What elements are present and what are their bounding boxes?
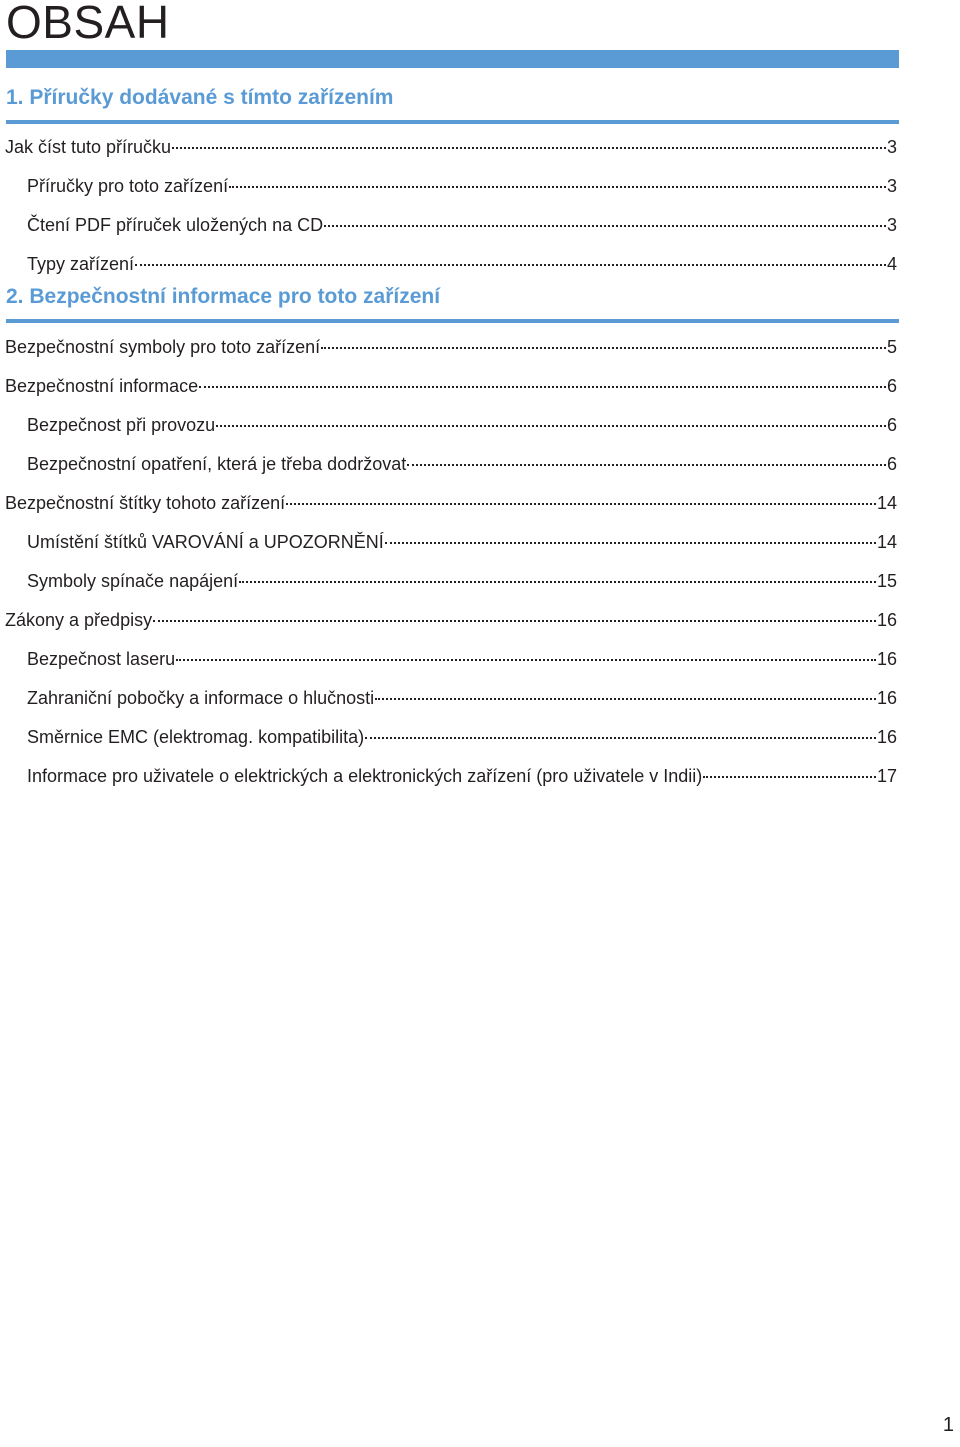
toc-entry-label: Směrnice EMC (elektromag. kompatibilita): [27, 727, 365, 747]
toc-entry-label: Typy zařízení: [27, 254, 135, 274]
dot-leader: [216, 425, 886, 427]
dot-leader: [286, 503, 876, 505]
toc-entry-page-number: 3: [886, 176, 897, 196]
toc-entry[interactable]: [27, 725, 897, 749]
dot-leader: [385, 542, 876, 544]
toc-entry-page-number: 16: [876, 649, 897, 669]
toc-entry-label: Informace pro uživatele o elektrických a elektronických zařízení (pro uživatele v Indii): [27, 766, 703, 786]
toc-entry[interactable]: [27, 213, 897, 237]
toc-entry-label: Bezpečnostní informace: [5, 376, 199, 396]
dot-leader: [135, 264, 886, 266]
dot-leader: [321, 347, 886, 349]
chapter-title: 2. Bezpečnostní informace pro toto zařízení: [6, 285, 441, 308]
dot-leader: [172, 147, 886, 149]
dot-leader: [229, 186, 886, 188]
page-number: 1: [942, 1414, 954, 1436]
dot-leader: [375, 698, 876, 700]
toc-entry-page-number: 17: [876, 766, 897, 786]
toc-entry-label: Zahraniční pobočky a informace o hlučnosti: [27, 688, 375, 708]
toc-entry[interactable]: [27, 647, 897, 671]
toc-entry[interactable]: [5, 135, 897, 159]
toc-entry[interactable]: [5, 335, 897, 359]
chapter-rule: [6, 319, 899, 323]
toc-entry-label: Umístění štítků VAROVÁNÍ a UPOZORNĚNÍ: [27, 532, 384, 552]
dot-leader: [324, 225, 886, 227]
toc-entry-label: Bezpečnostní symboly pro toto zařízení: [5, 337, 321, 357]
toc-entry-page-number: 15: [876, 571, 897, 591]
toc-entry[interactable]: [27, 252, 897, 276]
chapter-title: 1. Příručky dodávané s tímto zařízením: [6, 86, 394, 109]
page-title: OBSAH: [6, 0, 170, 48]
toc-entry-page-number: 6: [886, 376, 897, 396]
toc-entry-page-number: 14: [876, 493, 897, 513]
toc-entry-label: Čtení PDF příruček uložených na CD: [27, 215, 324, 235]
toc-entry-page-number: 6: [886, 454, 897, 474]
toc-entry-page-number: 4: [886, 254, 897, 274]
toc-entry[interactable]: [27, 764, 897, 788]
toc-entry-page-number: 5: [886, 337, 897, 357]
dot-leader: [239, 581, 876, 583]
dot-leader: [199, 386, 886, 388]
toc-entry[interactable]: [5, 491, 897, 515]
toc-entry-label: Symboly spínače napájení: [27, 571, 239, 591]
toc-entry-page-number: 16: [876, 688, 897, 708]
dot-leader: [176, 659, 876, 661]
toc-entry-label: Bezpečnost laseru: [27, 649, 176, 669]
toc-entry-page-number: 16: [876, 610, 897, 630]
toc-entry-label: Bezpečnostní opatření, která je třeba dodržovat: [27, 454, 407, 474]
dot-leader: [407, 464, 886, 466]
toc-entry[interactable]: [5, 608, 897, 632]
toc-entry-page-number: 6: [886, 415, 897, 435]
toc-entry-page-number: 16: [876, 727, 897, 747]
dot-leader: [703, 776, 876, 778]
chapter-heading[interactable]: [6, 283, 899, 323]
dot-leader: [365, 737, 876, 739]
toc-entry-label: Bezpečnostní štítky tohoto zařízení: [5, 493, 286, 513]
chapter-rule: [6, 120, 899, 124]
toc-entry-label: Bezpečnost při provozu: [27, 415, 216, 435]
chapter-heading[interactable]: [6, 84, 899, 124]
toc-entry-page-number: 3: [886, 137, 897, 157]
dot-leader: [153, 620, 876, 622]
toc-entry[interactable]: [27, 569, 897, 593]
toc-entry[interactable]: [27, 530, 897, 554]
toc-entry-label: Zákony a předpisy: [5, 610, 153, 630]
toc-entry-label: Jak číst tuto příručku: [5, 137, 172, 157]
toc-entry-page-number: 14: [876, 532, 897, 552]
toc-entry[interactable]: [27, 174, 897, 198]
toc-entry[interactable]: [27, 686, 897, 710]
toc-entry-label: Příručky pro toto zařízení: [27, 176, 229, 196]
toc-entry-page-number: 3: [886, 215, 897, 235]
toc-entry[interactable]: [5, 374, 897, 398]
toc-entry[interactable]: [27, 413, 897, 437]
toc-entry[interactable]: [27, 452, 897, 476]
title-bar: [6, 50, 899, 68]
